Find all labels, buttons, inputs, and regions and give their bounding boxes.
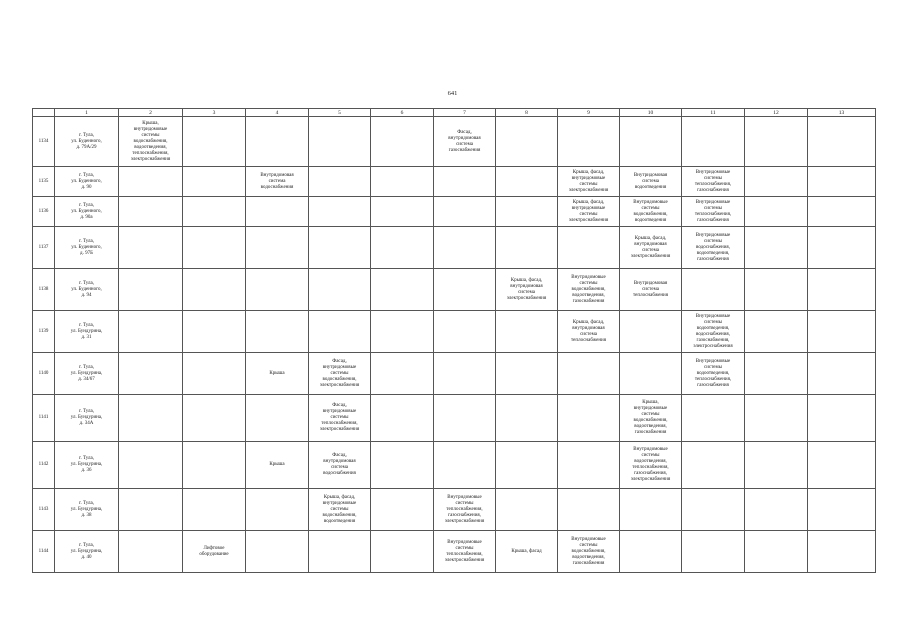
work-cell [371, 197, 434, 227]
work-cell [496, 311, 558, 353]
work-cell [745, 227, 808, 269]
table-row [33, 167, 876, 197]
work-cell [246, 489, 309, 531]
work-cell [309, 311, 371, 353]
table-row [33, 269, 876, 311]
work-cell [119, 311, 183, 353]
work-cell [434, 197, 496, 227]
work-cell [119, 353, 183, 395]
work-cell [745, 269, 808, 311]
column-header: 11 [682, 109, 745, 117]
column-header: 1 [55, 109, 119, 117]
work-cell [246, 227, 309, 269]
work-cell [371, 489, 434, 531]
work-cell [808, 442, 876, 489]
work-cell: Фасад, внутридомовая система водоснабжения [309, 442, 371, 489]
table-row [33, 311, 876, 353]
work-cell [808, 489, 876, 531]
work-cell [620, 489, 682, 531]
work-cell [682, 489, 745, 531]
work-cell [682, 269, 745, 311]
table-row [33, 227, 876, 269]
work-cell [620, 311, 682, 353]
work-cell: Внутридомовые системы водоотведения, теплоснабжения, газоснабжения, электроснабжения [620, 442, 682, 489]
work-cell [558, 353, 620, 395]
work-cell [496, 167, 558, 197]
row-number-cell: 1138 [33, 269, 55, 311]
work-cell [434, 311, 496, 353]
row-number-cell: 1142 [33, 442, 55, 489]
work-cell [309, 197, 371, 227]
row-number-cell: 1140 [33, 353, 55, 395]
work-cell [496, 353, 558, 395]
work-cell [434, 167, 496, 197]
work-cell: Внутридомовые системы водоснабжения, водоотведения, газоснабжения [682, 227, 745, 269]
address-cell: г. Тула, ул. Буденного, д. 79А/29 [55, 117, 119, 167]
work-cell [119, 167, 183, 197]
work-cell [371, 353, 434, 395]
work-cell [434, 353, 496, 395]
work-cell [309, 269, 371, 311]
work-cell [183, 311, 246, 353]
work-cell [309, 531, 371, 573]
work-cell [246, 197, 309, 227]
work-cell [309, 167, 371, 197]
work-cell [119, 395, 183, 442]
row-number-cell: 1136 [33, 197, 55, 227]
column-header: 13 [808, 109, 876, 117]
work-cell [496, 442, 558, 489]
work-cell [309, 117, 371, 167]
work-cell [496, 227, 558, 269]
column-header: 6 [371, 109, 434, 117]
work-cell [119, 531, 183, 573]
work-cell: Внутридомовые системы водоснабжения, водоотведения, газоснабжения [558, 269, 620, 311]
work-cell [371, 227, 434, 269]
row-number-cell: 1143 [33, 489, 55, 531]
address-cell: г. Тула, ул. Бундурина, д. 40 [55, 531, 119, 573]
work-cell [682, 117, 745, 167]
work-cell [119, 227, 183, 269]
work-cell [119, 442, 183, 489]
work-cell: Крыша, фасад, внутридомовая система электроснабжения [620, 227, 682, 269]
work-cell: Крыша, внутридомовые системы водоснабжения, водоотведения, теплоснабжения, электроснабжения [119, 117, 183, 167]
table-row [33, 353, 876, 395]
row-number-cell: 1144 [33, 531, 55, 573]
column-header: 4 [246, 109, 309, 117]
work-cell: Внутридомовые системы водоотведения, водоснабжения, газоснабжения, электроснабжения [682, 311, 745, 353]
work-cell: Внутридомовые системы теплоснабжения, газоснабжения [682, 197, 745, 227]
work-cell [682, 531, 745, 573]
work-cell [371, 269, 434, 311]
column-number-row [33, 109, 876, 117]
work-cell [183, 442, 246, 489]
work-cell: Крыша, фасад, внутридомовые системы электроснабжения [558, 167, 620, 197]
work-cell: Лифтовое оборудование [183, 531, 246, 573]
work-cell [558, 395, 620, 442]
page-number: 641 [447, 90, 458, 97]
work-cell [183, 353, 246, 395]
work-cell [558, 117, 620, 167]
work-cell [808, 531, 876, 573]
column-header: 5 [309, 109, 371, 117]
address-cell: г. Тула, ул. Бундурина, д. 31 [55, 311, 119, 353]
work-cell: Крыша [246, 442, 309, 489]
table-row [33, 395, 876, 442]
work-cell [682, 395, 745, 442]
address-cell: г. Тула, ул. Бундурина, д. 36 [55, 442, 119, 489]
work-cell: Внутридомовые системы водоснабжения, водоотведения [620, 197, 682, 227]
work-cell [745, 353, 808, 395]
column-header: 8 [496, 109, 558, 117]
work-cell [309, 227, 371, 269]
work-cell [119, 489, 183, 531]
work-schedule-table [32, 108, 876, 573]
work-cell [246, 117, 309, 167]
address-cell: г. Тула, ул. Бундурина, д. 34А [55, 395, 119, 442]
row-number-cell: 1135 [33, 167, 55, 197]
work-cell [434, 227, 496, 269]
work-cell [371, 167, 434, 197]
work-cell [246, 269, 309, 311]
work-cell [620, 353, 682, 395]
work-cell [558, 489, 620, 531]
work-cell: Внутридомовые системы теплоснабжения, газоснабжения [682, 167, 745, 197]
column-header: 2 [119, 109, 183, 117]
work-cell: Внутридомовая система теплоснабжения [620, 269, 682, 311]
work-cell: Крыша, фасад, внутридомовые системы электроснабжения [558, 197, 620, 227]
column-header: 10 [620, 109, 682, 117]
work-cell [808, 227, 876, 269]
address-cell: г. Тула, ул. Буденного, д. 90 [55, 167, 119, 197]
work-cell [745, 442, 808, 489]
work-cell [246, 395, 309, 442]
address-cell: г. Тула, ул. Бундурина, д. 34/67 [55, 353, 119, 395]
work-cell [745, 395, 808, 442]
work-cell: Фасад, внутридомовые системы водоснабжения, электроснабжения [309, 353, 371, 395]
column-header: 3 [183, 109, 246, 117]
work-cell [745, 311, 808, 353]
work-cell: Внутридомовые системы водоснабжения, водоотведения, газоснабжения [558, 531, 620, 573]
work-cell [808, 167, 876, 197]
work-cell: Внутридомовые системы водоотведения, теплоснабжения, газоснабжения [682, 353, 745, 395]
table-row [33, 489, 876, 531]
table-row [33, 531, 876, 573]
work-cell [620, 531, 682, 573]
address-cell: г. Тула, ул. Буденного, д. 94 [55, 269, 119, 311]
work-cell [183, 395, 246, 442]
work-cell [496, 117, 558, 167]
work-cell [745, 197, 808, 227]
work-cell: Крыша, фасад, внутридомовые системы водоснабжения, водоотведения [309, 489, 371, 531]
work-cell [496, 395, 558, 442]
row-number-cell: 1137 [33, 227, 55, 269]
work-cell [183, 269, 246, 311]
table-row [33, 442, 876, 489]
work-cell: Внутридомовые системы теплоснабжения, газоснабжения, электроснабжения [434, 489, 496, 531]
address-cell: г. Тула, ул. Буденного, д. 97Б [55, 227, 119, 269]
work-cell [371, 395, 434, 442]
work-cell: Крыша, фасад [496, 531, 558, 573]
work-cell [434, 442, 496, 489]
work-cell [808, 353, 876, 395]
work-cell: Внутридомовые системы теплоснабжения, электроснабжения [434, 531, 496, 573]
work-cell [371, 442, 434, 489]
work-cell [682, 442, 745, 489]
work-cell: Фасад, внутридомовые системы теплоснабжения, электроснабжения [309, 395, 371, 442]
work-cell [745, 117, 808, 167]
work-cell [183, 227, 246, 269]
work-cell [246, 311, 309, 353]
work-cell [183, 167, 246, 197]
work-cell [183, 197, 246, 227]
address-cell: г. Тула, ул. Буденного, д. 90а [55, 197, 119, 227]
row-number-cell: 1141 [33, 395, 55, 442]
work-cell: Внутридомовая система водоотведения [620, 167, 682, 197]
work-cell: Внутридомовая система водоснабжения [246, 167, 309, 197]
work-cell [434, 395, 496, 442]
table-row [33, 197, 876, 227]
address-cell: г. Тула, ул. Бундурина, д. 38 [55, 489, 119, 531]
column-header: 7 [434, 109, 496, 117]
column-header: 9 [558, 109, 620, 117]
work-cell [183, 117, 246, 167]
work-cell [496, 489, 558, 531]
work-cell [808, 197, 876, 227]
work-cell [808, 269, 876, 311]
work-cell [246, 531, 309, 573]
work-cell [183, 489, 246, 531]
work-cell [496, 197, 558, 227]
work-cell [620, 117, 682, 167]
column-header: 12 [745, 109, 808, 117]
table-row [33, 117, 876, 167]
row-number-cell: 1139 [33, 311, 55, 353]
work-cell: Фасад, внутридомовая система газоснабжения [434, 117, 496, 167]
work-cell [808, 311, 876, 353]
work-cell [119, 269, 183, 311]
work-cell [808, 395, 876, 442]
row-number-cell: 1134 [33, 117, 55, 167]
work-cell [558, 227, 620, 269]
work-cell [434, 269, 496, 311]
work-cell: Крыша, фасад, внутридомовая система теплоснабжения [558, 311, 620, 353]
work-cell [371, 311, 434, 353]
column-header-empty [33, 109, 55, 117]
work-cell: Крыша, фасад, внутридомовая система электроснабжения [496, 269, 558, 311]
work-cell [371, 531, 434, 573]
work-cell [808, 117, 876, 167]
work-cell [371, 117, 434, 167]
work-cell: Крыша, внутридомовые системы водоснабжения, водоотведения, газоснабжения [620, 395, 682, 442]
work-cell: Крыша [246, 353, 309, 395]
work-cell [119, 197, 183, 227]
work-cell [745, 489, 808, 531]
work-cell [558, 442, 620, 489]
work-cell [745, 167, 808, 197]
work-cell [745, 531, 808, 573]
